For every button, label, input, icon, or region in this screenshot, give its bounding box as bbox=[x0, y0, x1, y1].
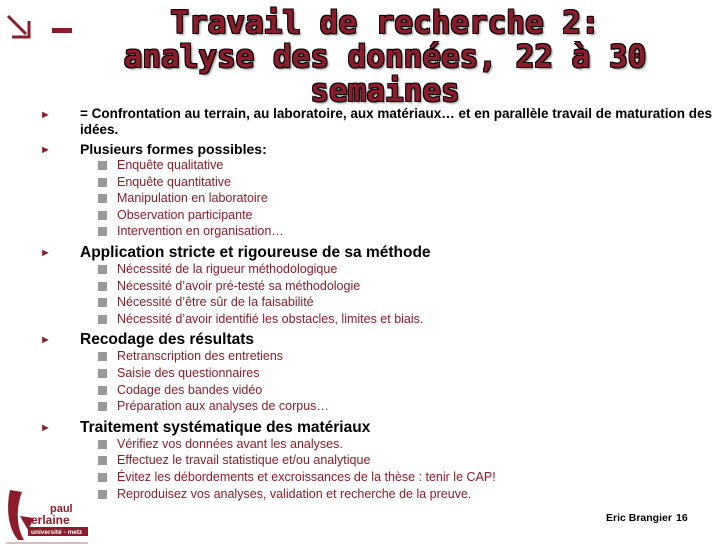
triangle-bullet-icon: ► bbox=[40, 109, 51, 121]
sub-item: Vérifiez vos données avant les analyses. bbox=[38, 436, 718, 453]
bullet-text: = Confrontation au terrain, au laboratoire, aux matériaux… et en parallèle travail de maturation des idées. bbox=[80, 106, 713, 137]
sub-list bbox=[38, 261, 718, 327]
square-bullet-icon bbox=[98, 352, 107, 361]
triangle-bullet-icon: ► bbox=[40, 421, 51, 434]
sub-item: Manipulation en laboratoire bbox=[38, 190, 718, 207]
bullet-item bbox=[38, 106, 718, 138]
sub-item: Intervention en organisation… bbox=[38, 223, 718, 240]
square-bullet-icon bbox=[98, 282, 107, 291]
footer-page-number: 16 bbox=[676, 512, 688, 524]
corner-arrow-icon bbox=[4, 12, 38, 42]
sub-item: Nécessité d’avoir identifié les obstacles, limites et biais. bbox=[38, 311, 718, 328]
sub-item: Retranscription des entretiens bbox=[38, 348, 718, 365]
bullet-item bbox=[38, 141, 718, 157]
sub-item: Codage des bandes vidéo bbox=[38, 382, 718, 399]
square-bullet-icon bbox=[98, 315, 107, 324]
title-line-3: semaines bbox=[310, 73, 460, 109]
square-bullet-icon bbox=[98, 265, 107, 274]
footer-author: Eric Brangier bbox=[606, 512, 672, 524]
square-bullet-icon bbox=[98, 178, 107, 187]
bullet-text: Plusieurs formes possibles: bbox=[80, 141, 267, 157]
corner-dash bbox=[52, 28, 72, 33]
sub-item: Préparation aux analyses de corpus… bbox=[38, 398, 718, 415]
square-bullet-icon bbox=[98, 490, 107, 499]
title-line-1: Travail de recherche 2: bbox=[170, 5, 600, 41]
triangle-bullet-icon: ► bbox=[40, 246, 51, 259]
square-bullet-icon bbox=[98, 298, 107, 307]
sub-item: Enquête quantitative bbox=[38, 174, 718, 191]
triangle-bullet-icon: ► bbox=[40, 144, 51, 156]
bullet-text: Application stricte et rigoureuse de sa méthode bbox=[80, 243, 431, 261]
square-bullet-icon bbox=[98, 473, 107, 482]
sub-list bbox=[38, 157, 718, 240]
square-bullet-icon bbox=[98, 227, 107, 236]
square-bullet-icon bbox=[98, 369, 107, 378]
title-line-2: analyse des données, 22 à 30 bbox=[123, 39, 647, 75]
sub-item: Évitez les débordements et excroissances de la thèse : tenir le CAP! bbox=[38, 469, 718, 486]
sub-list bbox=[38, 348, 718, 414]
square-bullet-icon bbox=[98, 161, 107, 170]
square-bullet-icon bbox=[98, 211, 107, 220]
logo-text-1: paul bbox=[50, 503, 73, 515]
sub-item: Effectuez le travail statistique et/ou analytique bbox=[38, 452, 718, 469]
logo-text-3: université - metz bbox=[31, 529, 83, 536]
slide-title bbox=[95, 6, 675, 108]
bullet-item bbox=[38, 244, 718, 261]
triangle-bullet-icon: ► bbox=[40, 334, 51, 347]
sub-item: Nécessité d’être sûr de la faisabilité bbox=[38, 294, 718, 311]
sub-item: Nécessité d’avoir pré-testé sa méthodologie bbox=[38, 278, 718, 295]
bullet-text: Recodage des résultats bbox=[80, 331, 255, 349]
bullet-item bbox=[38, 419, 718, 436]
square-bullet-icon bbox=[98, 440, 107, 449]
bullet-item bbox=[38, 331, 718, 348]
square-bullet-icon bbox=[98, 402, 107, 411]
square-bullet-icon bbox=[98, 386, 107, 395]
sub-item: Observation participante bbox=[38, 207, 718, 224]
sub-item: Enquête qualitative bbox=[38, 157, 718, 174]
university-logo bbox=[4, 488, 90, 546]
sub-list bbox=[38, 436, 718, 502]
sub-item: Saisie des questionnaires bbox=[38, 365, 718, 382]
logo-text-2: erlaine bbox=[31, 513, 70, 527]
square-bullet-icon bbox=[98, 194, 107, 203]
slide-content bbox=[38, 106, 718, 502]
bullet-text: Traitement systématique des matériaux bbox=[80, 418, 371, 436]
square-bullet-icon bbox=[98, 456, 107, 465]
sub-item: Nécessité de la rigueur méthodologique bbox=[38, 261, 718, 278]
sub-item: Reproduisez vos analyses, validation et recherche de la preuve. bbox=[38, 486, 718, 503]
